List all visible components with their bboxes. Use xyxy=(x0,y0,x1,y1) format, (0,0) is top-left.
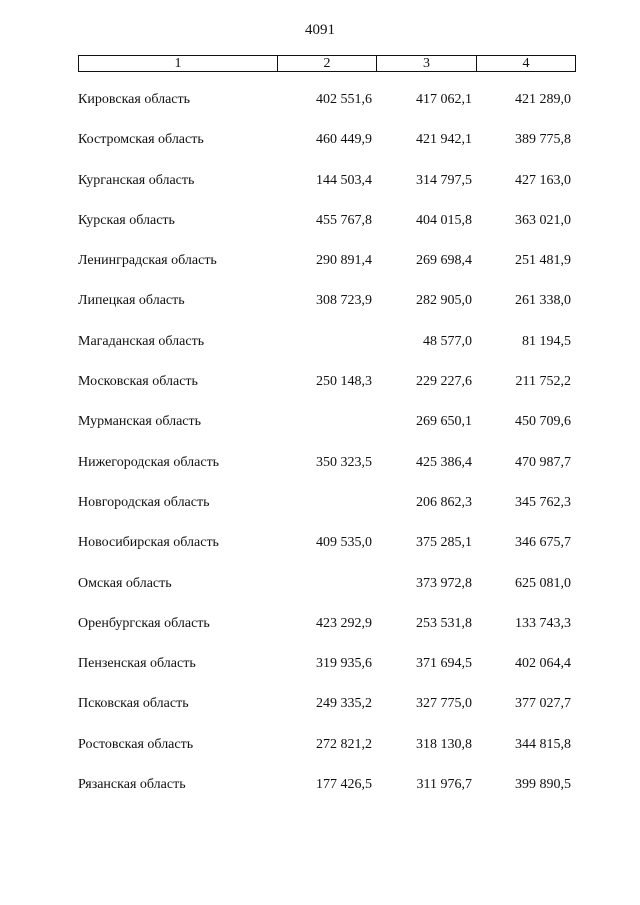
table-row xyxy=(0,171,640,211)
col-3-value: 327 775,0 xyxy=(416,696,472,712)
col-2-value: 272 821,2 xyxy=(316,736,372,752)
col-2-value: 423 292,9 xyxy=(316,615,372,631)
region-name: Курганская область xyxy=(78,172,195,188)
col-3-value: 269 650,1 xyxy=(416,414,472,430)
table-row xyxy=(0,453,640,493)
table-row xyxy=(0,372,640,412)
table-row xyxy=(0,291,640,331)
table-row xyxy=(0,211,640,251)
header-col-2: 2 xyxy=(277,56,376,71)
col-2-value: 177 426,5 xyxy=(316,777,372,793)
col-3-value: 206 862,3 xyxy=(416,494,472,510)
col-4-value: 421 289,0 xyxy=(515,92,571,107)
table-row xyxy=(0,654,640,694)
region-name: Мурманская область xyxy=(78,414,202,430)
col-4-value: 211 752,2 xyxy=(515,374,571,390)
col-3-value: 314 797,5 xyxy=(416,172,472,188)
table-row xyxy=(0,332,640,372)
col-3-value: 48 577,0 xyxy=(423,333,472,349)
region-name: Московская область xyxy=(78,374,198,390)
table-row xyxy=(0,493,640,533)
table-row xyxy=(0,130,640,170)
col-4-value: 389 775,8 xyxy=(515,132,571,148)
col-2-value: 249 335,2 xyxy=(316,696,372,712)
col-3-value: 311 976,7 xyxy=(416,777,472,793)
col-2-value: 250 148,3 xyxy=(316,374,372,390)
col-4-value: 625 081,0 xyxy=(515,575,571,591)
col-2-value: 350 323,5 xyxy=(316,454,372,470)
col-2-value: 409 535,0 xyxy=(316,535,372,551)
region-name: Рязанская область xyxy=(78,777,186,793)
col-3-value: 229 227,6 xyxy=(416,374,472,390)
col-4-value: 399 890,5 xyxy=(515,777,571,793)
region-name: Ростовская область xyxy=(78,736,194,752)
col-2-value: 319 935,6 xyxy=(316,656,372,672)
col-4-value: 427 163,0 xyxy=(515,172,571,188)
col-4-value: 81 194,5 xyxy=(522,333,571,349)
col-3-value: 417 062,1 xyxy=(416,92,472,107)
table-row xyxy=(0,90,640,130)
col-3-value: 404 015,8 xyxy=(416,212,472,228)
col-4-value: 345 762,3 xyxy=(515,494,571,510)
header-col-3: 3 xyxy=(376,56,476,71)
table-body xyxy=(0,90,640,815)
col-4-value: 470 987,7 xyxy=(515,454,571,470)
region-name: Костромская область xyxy=(78,132,204,148)
col-3-value: 282 905,0 xyxy=(416,293,472,309)
col-4-value: 344 815,8 xyxy=(515,736,571,752)
header-col-4: 4 xyxy=(476,56,575,71)
col-2-value: 290 891,4 xyxy=(316,253,372,269)
col-3-value: 253 531,8 xyxy=(416,615,472,631)
region-name: Липецкая область xyxy=(78,293,185,309)
table-row xyxy=(0,412,640,452)
region-name: Курская область xyxy=(78,212,175,228)
table-row xyxy=(0,614,640,654)
table-header xyxy=(78,55,576,72)
col-4-value: 450 709,6 xyxy=(515,414,571,430)
region-name: Омская область xyxy=(78,575,172,591)
region-name: Пензенская область xyxy=(78,656,196,672)
col-4-value: 363 021,0 xyxy=(515,212,571,228)
col-4-value: 377 027,7 xyxy=(515,696,571,712)
col-3-value: 318 130,8 xyxy=(416,736,472,752)
col-2-value: 144 503,4 xyxy=(316,172,372,188)
col-2-value: 402 551,6 xyxy=(316,92,372,107)
region-name: Магаданская область xyxy=(78,333,205,349)
col-3-value: 425 386,4 xyxy=(416,454,472,470)
table-row xyxy=(0,251,640,291)
header-col-1: 1 xyxy=(174,56,182,71)
table-row xyxy=(0,694,640,734)
col-4-value: 251 481,9 xyxy=(515,253,571,269)
col-3-value: 421 942,1 xyxy=(416,132,472,148)
page-number: 4091 xyxy=(305,22,335,38)
col-4-value: 402 064,4 xyxy=(515,656,571,672)
col-3-value: 269 698,4 xyxy=(416,253,472,269)
region-name: Новосибирская область xyxy=(78,535,219,551)
region-name: Ленинградская область xyxy=(78,253,217,269)
col-2-value: 460 449,9 xyxy=(316,132,372,148)
col-2-value: 308 723,9 xyxy=(316,293,372,309)
col-2-value: 455 767,8 xyxy=(316,212,372,228)
table-row xyxy=(0,574,640,614)
col-3-value: 375 285,1 xyxy=(416,535,472,551)
col-4-value: 346 675,7 xyxy=(515,535,571,551)
region-name: Кировская область xyxy=(78,92,191,107)
region-name: Новгородская область xyxy=(78,494,210,510)
region-name: Нижегородская область xyxy=(78,454,220,470)
col-4-value: 261 338,0 xyxy=(515,293,571,309)
col-4-value: 133 743,3 xyxy=(515,615,571,631)
table-row xyxy=(0,533,640,573)
table-row xyxy=(0,775,640,815)
table-row xyxy=(0,735,640,775)
col-3-value: 373 972,8 xyxy=(416,575,472,591)
region-name: Псковская область xyxy=(78,696,189,712)
col-3-value: 371 694,5 xyxy=(416,656,472,672)
region-name: Оренбургская область xyxy=(78,615,210,631)
